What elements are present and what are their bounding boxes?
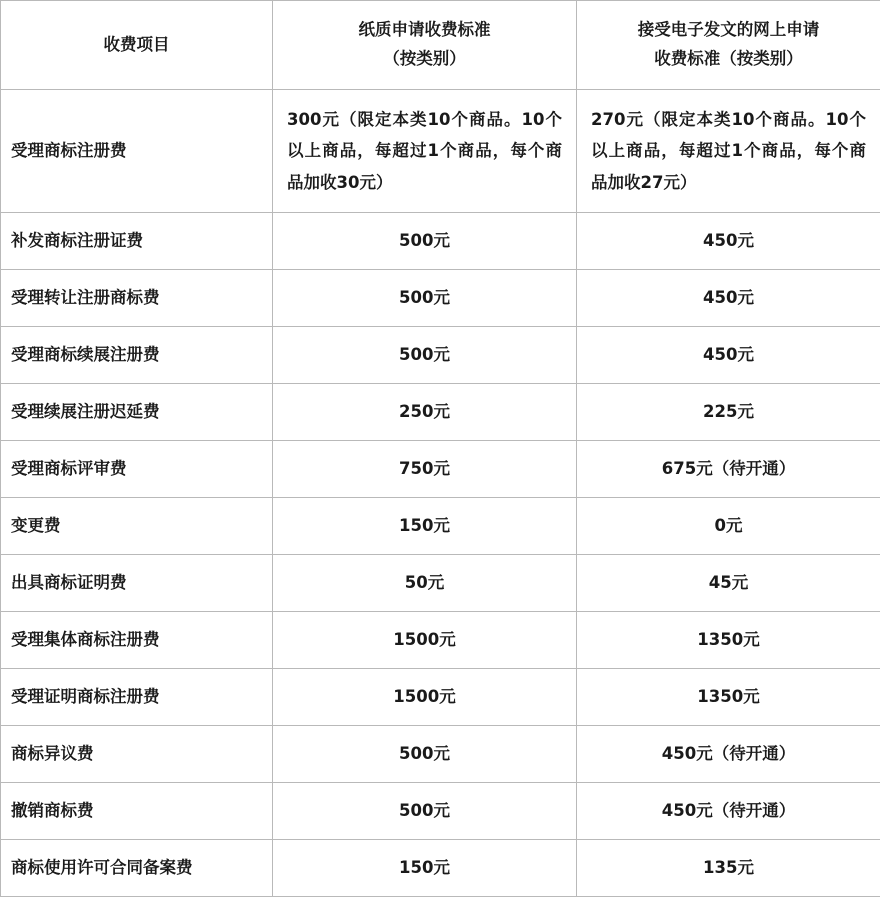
row-paper-fee: 1500元 <box>273 612 577 669</box>
column-header-item-line-1: 收费项目 <box>17 31 256 60</box>
header-row <box>1 1 880 90</box>
column-header-paper-line-2: （按类别） <box>289 45 560 74</box>
row-online-fee: 1350元 <box>577 669 880 726</box>
table-row <box>1 327 880 384</box>
table-row <box>1 726 880 783</box>
table-body <box>1 90 880 897</box>
row-online-fee: 270元（限定本类10个商品。10个以上商品，每超过1个商品，每个商品加收27元） <box>577 90 880 213</box>
row-online-fee: 450元（待开通） <box>577 726 880 783</box>
table-row <box>1 90 880 213</box>
table-row <box>1 555 880 612</box>
row-label: 商标异议费 <box>1 726 273 783</box>
table-row <box>1 783 880 840</box>
table-row <box>1 612 880 669</box>
table-row <box>1 498 880 555</box>
row-label: 撤销商标费 <box>1 783 273 840</box>
row-online-fee: 450元（待开通） <box>577 783 880 840</box>
row-paper-fee: 50元 <box>273 555 577 612</box>
row-label: 受理商标续展注册费 <box>1 327 273 384</box>
row-online-fee: 0元 <box>577 498 880 555</box>
table-row <box>1 840 880 897</box>
row-online-fee: 450元 <box>577 213 880 270</box>
table-header <box>1 1 880 90</box>
row-paper-fee: 150元 <box>273 840 577 897</box>
row-label: 受理证明商标注册费 <box>1 669 273 726</box>
table-row <box>1 213 880 270</box>
table-row <box>1 384 880 441</box>
row-online-fee: 135元 <box>577 840 880 897</box>
column-header-paper-line-1: 纸质申请收费标准 <box>289 16 560 45</box>
table-row <box>1 270 880 327</box>
row-paper-fee: 500元 <box>273 327 577 384</box>
row-paper-fee: 250元 <box>273 384 577 441</box>
row-label: 受理商标评审费 <box>1 441 273 498</box>
row-label: 商标使用许可合同备案费 <box>1 840 273 897</box>
row-paper-fee: 150元 <box>273 498 577 555</box>
column-header-paper <box>273 1 577 90</box>
column-header-online <box>577 1 880 90</box>
row-label: 受理转让注册商标费 <box>1 270 273 327</box>
row-paper-fee: 500元 <box>273 726 577 783</box>
row-online-fee: 225元 <box>577 384 880 441</box>
column-header-item <box>1 1 273 90</box>
row-label: 出具商标证明费 <box>1 555 273 612</box>
column-header-online-line-2: 收费标准（按类别） <box>593 45 864 74</box>
row-paper-fee: 1500元 <box>273 669 577 726</box>
row-label: 受理集体商标注册费 <box>1 612 273 669</box>
row-online-fee: 675元（待开通） <box>577 441 880 498</box>
row-paper-fee: 500元 <box>273 783 577 840</box>
row-paper-fee: 300元（限定本类10个商品。10个以上商品，每超过1个商品，每个商品加收30元） <box>273 90 577 213</box>
row-label: 受理续展注册迟延费 <box>1 384 273 441</box>
row-online-fee: 1350元 <box>577 612 880 669</box>
table-row <box>1 441 880 498</box>
row-paper-fee: 750元 <box>273 441 577 498</box>
table-row <box>1 669 880 726</box>
row-label: 受理商标注册费 <box>1 90 273 213</box>
row-online-fee: 45元 <box>577 555 880 612</box>
column-header-online-line-1: 接受电子发文的网上申请 <box>593 16 864 45</box>
row-paper-fee: 500元 <box>273 213 577 270</box>
row-paper-fee: 500元 <box>273 270 577 327</box>
row-label: 变更费 <box>1 498 273 555</box>
row-online-fee: 450元 <box>577 327 880 384</box>
row-label: 补发商标注册证费 <box>1 213 273 270</box>
row-online-fee: 450元 <box>577 270 880 327</box>
